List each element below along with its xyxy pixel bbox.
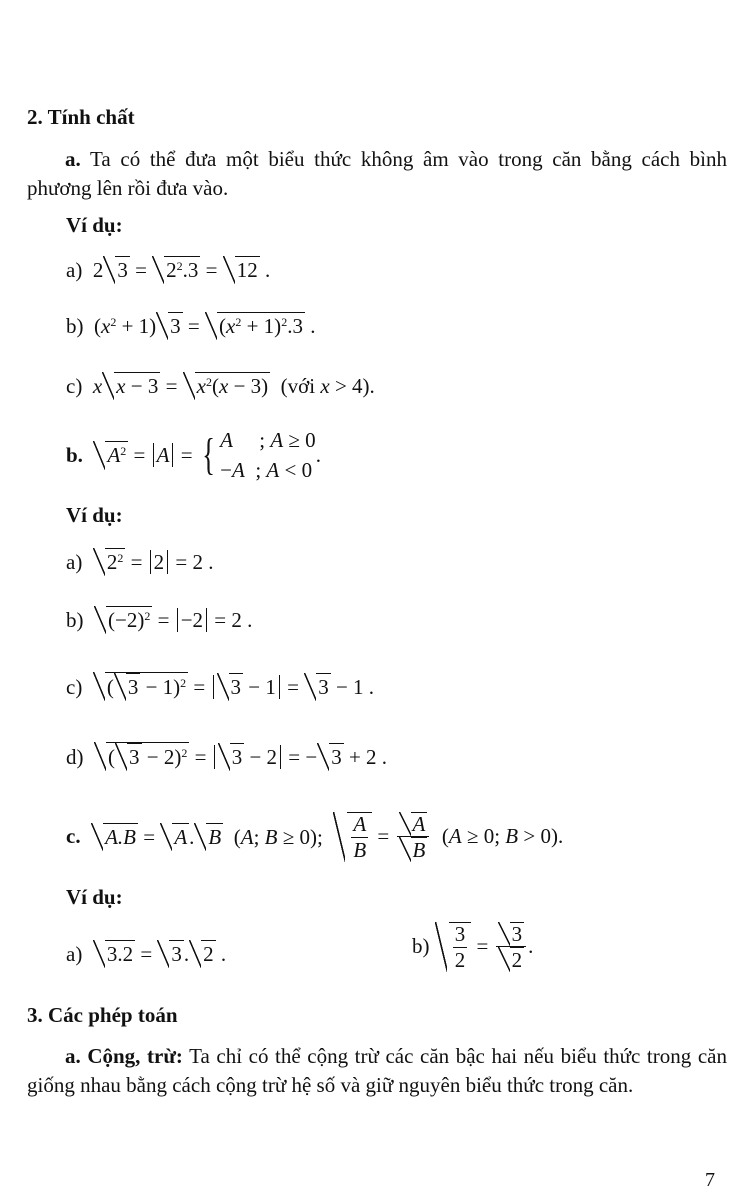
example-2d: d) ( 3 − 2)$^2$ = 3 − 2 = − 3 + 2 . (66, 742, 387, 771)
example-2b-label: b) (66, 608, 84, 632)
section-2-heading: 2. Tính chất (27, 105, 135, 129)
example-2a-label: a) (66, 550, 83, 574)
example-1c: c) x $x - 3 = x^2(x - 3)$ (với x > 4). (66, 372, 375, 400)
operation-a-text: Ta chỉ có thể cộng trừ các căn bậc hai nếu biểu thức trong căn giống nhau bằng cách cộng trừ hệ số và giữ nguyên biểu thức trong căn. (27, 1044, 727, 1098)
example-3b-label: b) (412, 934, 430, 959)
example-heading-1: Ví dụ: (66, 213, 123, 237)
example-3a: a) 3.2 = 3. 2 . (66, 940, 226, 968)
property-c-formula: c. A.B = A. B (A; B ≥ 0); $\frac{A}{B}$ = $\frac{A}{B}$ (A ≥ 0; B > 0). (66, 812, 564, 863)
property-a-paragraph (27, 145, 727, 204)
example-heading-3: Ví dụ: (66, 885, 123, 909)
example-3a-label: a) (66, 942, 83, 966)
example-1b-label: b) (66, 314, 84, 338)
section-3-heading: 3. Các phép toán (27, 1003, 178, 1027)
property-c-label: c. (66, 824, 81, 849)
example-1c-label: c) (66, 374, 83, 398)
example-3b: b) $\frac{3}{2}$ = $\frac{3}{2}$ . (412, 922, 534, 973)
property-a-text: Ta có thể đưa một biểu thức không âm vào trong căn bằng cách bình phương lên rồi đưa vào. (27, 147, 727, 201)
example-heading-2: Ví dụ: (66, 503, 123, 527)
example-2c-label: c) (66, 675, 83, 699)
example-2b: b) $(-2)^2 = -2 = 2$ . (66, 606, 252, 634)
page-number: 7 (705, 1169, 715, 1191)
example-2a: a) $2^2 = 2 = 2$ . (66, 548, 214, 576)
example-2d-label: d) (66, 745, 84, 769)
example-1a-label: a) (66, 258, 83, 282)
property-b-formula: b. $A^2 = A$ = { A ; A ≥ 0 −A ; A < 0. (66, 428, 321, 483)
operation-a-paragraph (27, 1042, 727, 1101)
example-1c-note: (với (280, 374, 316, 398)
example-1b: b) $(x^2 + 1) 3 = (x^2 + 1)^2.3$ . (66, 312, 315, 340)
example-1a: a) 2 $3 = 2^2.3 = 12$ . (66, 256, 270, 284)
example-2c: c) ( 3 − 1)$^2$ = 3 − 1 = 3 − 1 . (66, 672, 374, 701)
property-b-label: b. (66, 442, 83, 467)
operation-a-label: a. Cộng, trừ: (65, 1044, 183, 1068)
property-a-label: a. (65, 147, 81, 171)
